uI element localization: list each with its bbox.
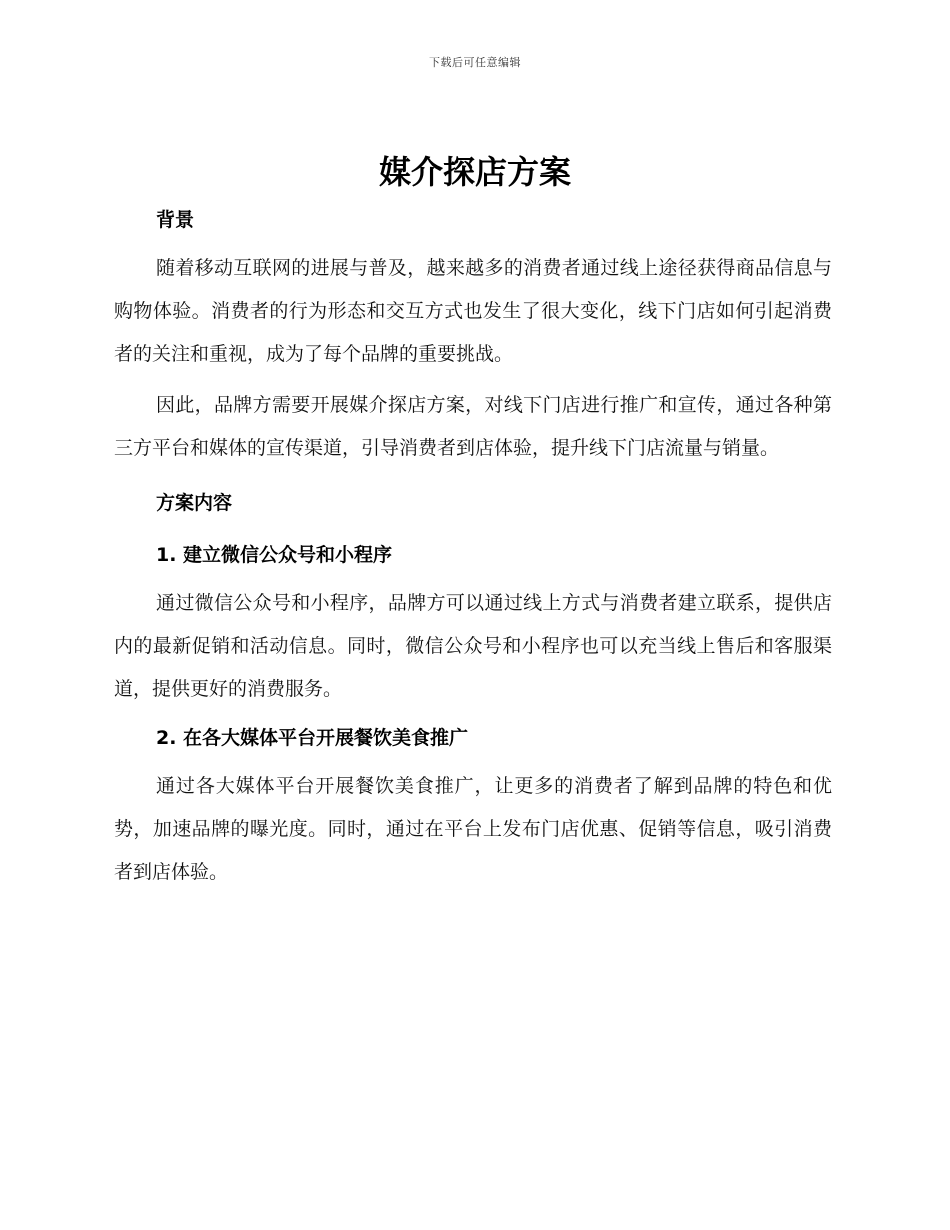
background-paragraph-1: 随着移动互联网的进展与普及，越来越多的消费者通过线上途径获得商品信息与购物体验。消费者的行为形态和交互方式也发生了很大变化，线下门店如何引起消费者的关注和重视，成为了每个品牌的重要挑战。 [114,257,832,365]
header-note: 下载后可任意编辑 [429,56,521,69]
item2-paragraph: 通过各大媒体平台开展餐饮美食推广，让更多的消费者了解到品牌的特色和优势，加速品牌的曝光度。同时，通过在平台上发布门店优惠、促销等信息，吸引消费者到店体验。 [114,775,832,883]
item1-heading: 1. 建立微信公众号和小程序 [156,544,393,566]
document-body [114,201,832,894]
item2-heading: 2. 在各大媒体平台开展餐饮美食推广 [156,727,469,749]
item1-paragraph: 通过微信公众号和小程序，品牌方可以通过线上方式与消费者建立联系，提供店内的最新促销和活动信息。同时，微信公众号和小程序也可以充当线上售后和客服渠道，提供更好的消费服务。 [114,592,832,700]
background-paragraph-2: 因此，品牌方需要开展媒介探店方案，对线下门店进行推广和宣传，通过各种第三方平台和媒体的宣传渠道，引导消费者到店体验，提升线下门店流量与销量。 [114,394,832,459]
plan-heading: 方案内容 [156,492,233,514]
background-heading: 背景 [156,209,195,231]
document-title: 媒介探店方案 [378,153,571,191]
